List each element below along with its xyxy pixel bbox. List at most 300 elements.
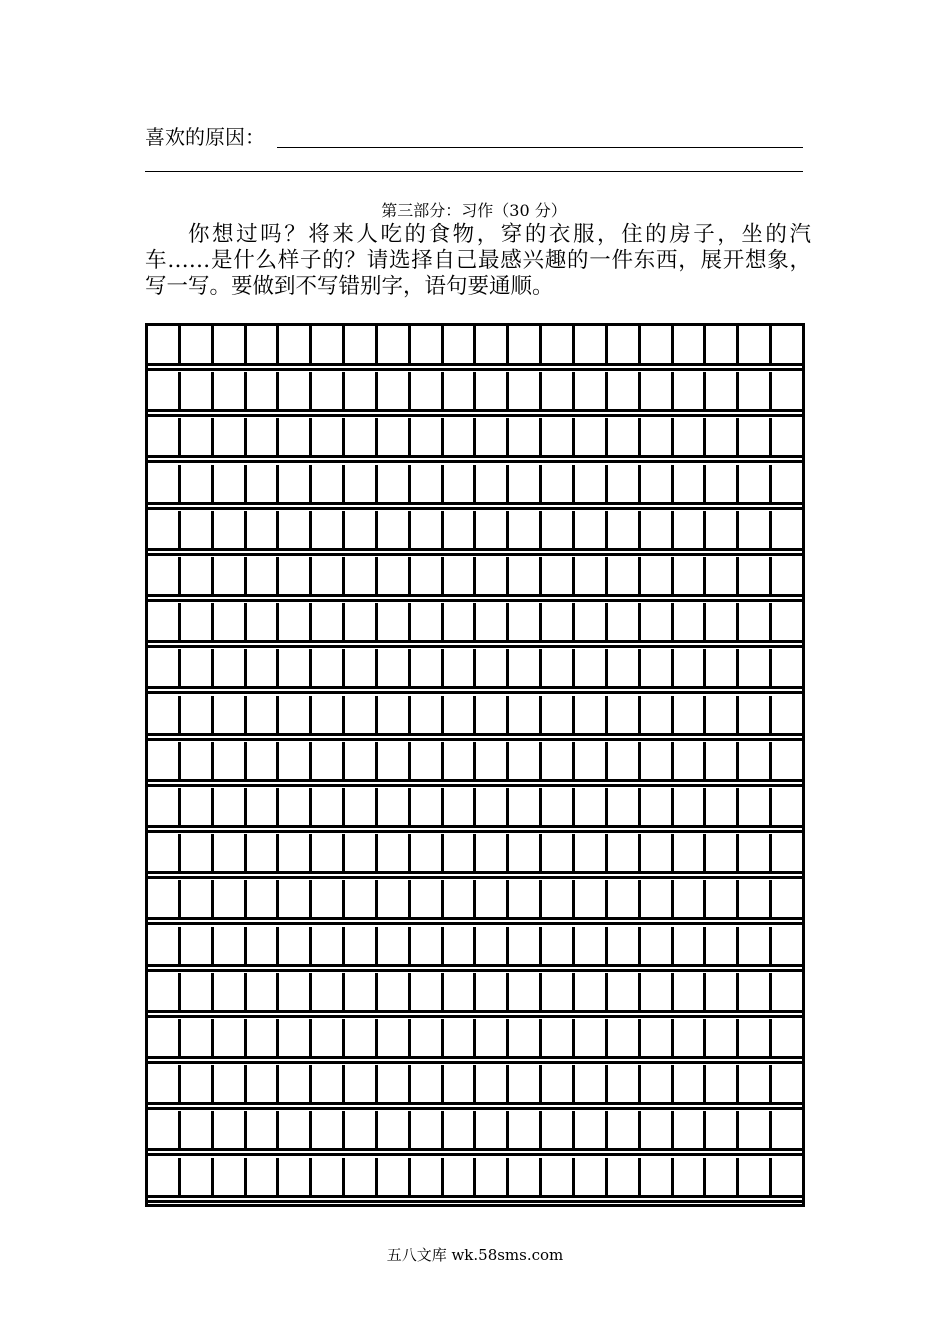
grid-cell[interactable] [148, 742, 181, 779]
grid-cell[interactable] [509, 927, 542, 964]
grid-cell[interactable] [312, 973, 345, 1010]
grid-cell[interactable] [641, 603, 674, 640]
grid-cell[interactable] [411, 834, 444, 871]
grid-cell[interactable] [542, 372, 575, 409]
grid-cell[interactable] [444, 418, 477, 455]
grid-cell[interactable] [706, 696, 739, 733]
grid-cell[interactable] [444, 372, 477, 409]
grid-cell[interactable] [575, 1065, 608, 1102]
grid-cell[interactable] [411, 1019, 444, 1056]
grid-cell[interactable] [378, 834, 411, 871]
grid-cell[interactable] [247, 1111, 280, 1148]
grid-cell[interactable] [378, 1111, 411, 1148]
grid-cell[interactable] [148, 1019, 181, 1056]
grid-cell[interactable] [476, 465, 509, 502]
grid-cell[interactable] [345, 1019, 378, 1056]
grid-cell[interactable] [345, 326, 378, 363]
grid-cell[interactable] [476, 603, 509, 640]
grid-cell[interactable] [674, 880, 707, 917]
grid-cell[interactable] [739, 418, 772, 455]
grid-cell[interactable] [312, 326, 345, 363]
grid-cell[interactable] [214, 1158, 247, 1195]
grid-cell[interactable] [312, 649, 345, 686]
grid-cell[interactable] [772, 511, 802, 548]
grid-cell[interactable] [706, 1111, 739, 1148]
grid-cell[interactable] [214, 465, 247, 502]
grid-cell[interactable] [247, 880, 280, 917]
grid-cell[interactable] [247, 1065, 280, 1102]
grid-cell[interactable] [444, 1158, 477, 1195]
grid-cell[interactable] [608, 418, 641, 455]
grid-cell[interactable] [575, 742, 608, 779]
grid-cell[interactable] [674, 649, 707, 686]
grid-cell[interactable] [214, 788, 247, 825]
grid-cell[interactable] [214, 1111, 247, 1148]
grid-cell[interactable] [345, 372, 378, 409]
grid-cell[interactable] [575, 1019, 608, 1056]
grid-cell[interactable] [674, 465, 707, 502]
grid-cell[interactable] [575, 603, 608, 640]
grid-cell[interactable] [444, 834, 477, 871]
grid-cell[interactable] [312, 696, 345, 733]
grid-cell[interactable] [641, 834, 674, 871]
grid-cell[interactable] [641, 742, 674, 779]
grid-cell[interactable] [345, 649, 378, 686]
grid-cell[interactable] [444, 649, 477, 686]
grid-cell[interactable] [608, 788, 641, 825]
grid-cell[interactable] [378, 649, 411, 686]
grid-cell[interactable] [345, 834, 378, 871]
grid-cell[interactable] [772, 973, 802, 1010]
grid-cell[interactable] [476, 927, 509, 964]
grid-cell[interactable] [411, 557, 444, 594]
grid-cell[interactable] [542, 557, 575, 594]
grid-cell[interactable] [312, 1065, 345, 1102]
grid-cell[interactable] [509, 973, 542, 1010]
grid-cell[interactable] [706, 973, 739, 1010]
grid-cell[interactable] [247, 834, 280, 871]
grid-cell[interactable] [378, 788, 411, 825]
grid-cell[interactable] [509, 1158, 542, 1195]
grid-cell[interactable] [641, 1158, 674, 1195]
grid-cell[interactable] [739, 326, 772, 363]
grid-cell[interactable] [674, 1019, 707, 1056]
grid-cell[interactable] [214, 557, 247, 594]
grid-cell[interactable] [247, 326, 280, 363]
grid-cell[interactable] [509, 788, 542, 825]
grid-cell[interactable] [214, 696, 247, 733]
grid-cell[interactable] [181, 603, 214, 640]
grid-cell[interactable] [575, 465, 608, 502]
grid-cell[interactable] [411, 1111, 444, 1148]
grid-cell[interactable] [674, 603, 707, 640]
grid-cell[interactable] [476, 742, 509, 779]
grid-cell[interactable] [312, 927, 345, 964]
grid-cell[interactable] [542, 1019, 575, 1056]
grid-cell[interactable] [279, 927, 312, 964]
grid-cell[interactable] [706, 834, 739, 871]
grid-cell[interactable] [706, 1019, 739, 1056]
grid-cell[interactable] [476, 649, 509, 686]
answer-line[interactable] [145, 171, 803, 172]
grid-cell[interactable] [575, 927, 608, 964]
grid-cell[interactable] [575, 418, 608, 455]
grid-cell[interactable] [772, 1158, 802, 1195]
grid-cell[interactable] [444, 973, 477, 1010]
grid-cell[interactable] [575, 1158, 608, 1195]
grid-cell[interactable] [214, 418, 247, 455]
grid-cell[interactable] [608, 927, 641, 964]
grid-cell[interactable] [378, 927, 411, 964]
grid-cell[interactable] [476, 973, 509, 1010]
grid-cell[interactable] [706, 880, 739, 917]
grid-cell[interactable] [608, 1065, 641, 1102]
grid-cell[interactable] [444, 880, 477, 917]
grid-cell[interactable] [279, 834, 312, 871]
grid-cell[interactable] [181, 418, 214, 455]
grid-cell[interactable] [575, 834, 608, 871]
grid-cell[interactable] [378, 326, 411, 363]
grid-cell[interactable] [181, 511, 214, 548]
grid-cell[interactable] [345, 927, 378, 964]
grid-cell[interactable] [378, 418, 411, 455]
grid-cell[interactable] [575, 973, 608, 1010]
grid-cell[interactable] [444, 742, 477, 779]
grid-cell[interactable] [509, 557, 542, 594]
grid-cell[interactable] [706, 649, 739, 686]
grid-cell[interactable] [181, 696, 214, 733]
grid-cell[interactable] [444, 1111, 477, 1148]
grid-cell[interactable] [378, 603, 411, 640]
grid-cell[interactable] [148, 927, 181, 964]
grid-cell[interactable] [608, 696, 641, 733]
grid-cell[interactable] [181, 1065, 214, 1102]
grid-cell[interactable] [476, 1111, 509, 1148]
grid-cell[interactable] [214, 326, 247, 363]
grid-cell[interactable] [378, 696, 411, 733]
grid-cell[interactable] [279, 1158, 312, 1195]
grid-cell[interactable] [181, 1019, 214, 1056]
grid-cell[interactable] [476, 326, 509, 363]
grid-cell[interactable] [706, 1158, 739, 1195]
grid-cell[interactable] [411, 788, 444, 825]
grid-cell[interactable] [181, 372, 214, 409]
grid-cell[interactable] [608, 1111, 641, 1148]
grid-cell[interactable] [542, 418, 575, 455]
grid-cell[interactable] [542, 649, 575, 686]
grid-cell[interactable] [641, 465, 674, 502]
grid-cell[interactable] [312, 603, 345, 640]
grid-cell[interactable] [312, 372, 345, 409]
grid-cell[interactable] [411, 326, 444, 363]
grid-cell[interactable] [739, 788, 772, 825]
grid-cell[interactable] [509, 742, 542, 779]
grid-cell[interactable] [214, 834, 247, 871]
grid-cell[interactable] [148, 880, 181, 917]
grid-cell[interactable] [312, 465, 345, 502]
grid-cell[interactable] [674, 788, 707, 825]
grid-cell[interactable] [706, 372, 739, 409]
grid-cell[interactable] [542, 465, 575, 502]
grid-cell[interactable] [247, 1019, 280, 1056]
grid-cell[interactable] [739, 834, 772, 871]
grid-cell[interactable] [181, 927, 214, 964]
grid-cell[interactable] [739, 927, 772, 964]
grid-cell[interactable] [444, 927, 477, 964]
grid-cell[interactable] [509, 372, 542, 409]
grid-cell[interactable] [411, 742, 444, 779]
grid-cell[interactable] [706, 557, 739, 594]
grid-cell[interactable] [674, 326, 707, 363]
grid-cell[interactable] [739, 1065, 772, 1102]
answer-line[interactable] [277, 147, 803, 148]
grid-cell[interactable] [509, 880, 542, 917]
grid-cell[interactable] [772, 834, 802, 871]
grid-cell[interactable] [279, 788, 312, 825]
grid-cell[interactable] [279, 880, 312, 917]
grid-cell[interactable] [411, 1158, 444, 1195]
grid-cell[interactable] [641, 696, 674, 733]
grid-cell[interactable] [444, 788, 477, 825]
grid-cell[interactable] [542, 973, 575, 1010]
grid-cell[interactable] [739, 696, 772, 733]
grid-cell[interactable] [509, 511, 542, 548]
grid-cell[interactable] [608, 880, 641, 917]
grid-cell[interactable] [411, 603, 444, 640]
grid-cell[interactable] [674, 372, 707, 409]
grid-cell[interactable] [674, 418, 707, 455]
grid-cell[interactable] [411, 372, 444, 409]
grid-cell[interactable] [739, 1019, 772, 1056]
grid-cell[interactable] [739, 511, 772, 548]
grid-cell[interactable] [641, 1065, 674, 1102]
grid-cell[interactable] [739, 742, 772, 779]
grid-cell[interactable] [312, 557, 345, 594]
grid-cell[interactable] [181, 1111, 214, 1148]
grid-cell[interactable] [214, 742, 247, 779]
grid-cell[interactable] [608, 649, 641, 686]
grid-cell[interactable] [674, 1158, 707, 1195]
grid-cell[interactable] [345, 742, 378, 779]
grid-cell[interactable] [575, 326, 608, 363]
grid-cell[interactable] [279, 465, 312, 502]
grid-cell[interactable] [247, 1158, 280, 1195]
grid-cell[interactable] [148, 603, 181, 640]
grid-cell[interactable] [181, 742, 214, 779]
grid-cell[interactable] [214, 603, 247, 640]
grid-cell[interactable] [575, 557, 608, 594]
grid-cell[interactable] [542, 1111, 575, 1148]
grid-cell[interactable] [509, 326, 542, 363]
grid-cell[interactable] [279, 742, 312, 779]
grid-cell[interactable] [181, 880, 214, 917]
grid-cell[interactable] [214, 1065, 247, 1102]
grid-cell[interactable] [772, 1065, 802, 1102]
grid-cell[interactable] [378, 742, 411, 779]
grid-cell[interactable] [378, 1158, 411, 1195]
grid-cell[interactable] [181, 465, 214, 502]
grid-cell[interactable] [772, 1019, 802, 1056]
grid-cell[interactable] [247, 418, 280, 455]
grid-cell[interactable] [279, 326, 312, 363]
grid-cell[interactable] [279, 418, 312, 455]
grid-cell[interactable] [608, 372, 641, 409]
grid-cell[interactable] [641, 973, 674, 1010]
grid-cell[interactable] [345, 557, 378, 594]
grid-cell[interactable] [575, 880, 608, 917]
grid-cell[interactable] [772, 418, 802, 455]
grid-cell[interactable] [509, 1111, 542, 1148]
grid-cell[interactable] [706, 927, 739, 964]
grid-cell[interactable] [279, 557, 312, 594]
grid-cell[interactable] [181, 1158, 214, 1195]
grid-cell[interactable] [641, 788, 674, 825]
grid-cell[interactable] [772, 603, 802, 640]
grid-cell[interactable] [247, 557, 280, 594]
grid-cell[interactable] [739, 603, 772, 640]
grid-cell[interactable] [411, 927, 444, 964]
grid-cell[interactable] [772, 880, 802, 917]
grid-cell[interactable] [312, 511, 345, 548]
grid-cell[interactable] [444, 603, 477, 640]
grid-cell[interactable] [148, 788, 181, 825]
grid-cell[interactable] [509, 603, 542, 640]
grid-cell[interactable] [706, 1065, 739, 1102]
grid-cell[interactable] [148, 1158, 181, 1195]
grid-cell[interactable] [509, 1065, 542, 1102]
grid-cell[interactable] [181, 973, 214, 1010]
grid-cell[interactable] [706, 511, 739, 548]
grid-cell[interactable] [608, 834, 641, 871]
grid-cell[interactable] [279, 1065, 312, 1102]
grid-cell[interactable] [279, 1019, 312, 1056]
grid-cell[interactable] [641, 1111, 674, 1148]
grid-cell[interactable] [378, 973, 411, 1010]
grid-cell[interactable] [148, 1065, 181, 1102]
writing-grid[interactable] [145, 323, 805, 1207]
grid-cell[interactable] [542, 696, 575, 733]
grid-cell[interactable] [378, 557, 411, 594]
grid-cell[interactable] [674, 742, 707, 779]
grid-cell[interactable] [378, 1065, 411, 1102]
grid-cell[interactable] [378, 465, 411, 502]
grid-cell[interactable] [772, 649, 802, 686]
grid-cell[interactable] [411, 418, 444, 455]
grid-cell[interactable] [608, 465, 641, 502]
grid-cell[interactable] [411, 649, 444, 686]
grid-cell[interactable] [345, 465, 378, 502]
grid-cell[interactable] [476, 1065, 509, 1102]
grid-cell[interactable] [345, 511, 378, 548]
grid-cell[interactable] [542, 927, 575, 964]
grid-cell[interactable] [279, 649, 312, 686]
grid-cell[interactable] [739, 372, 772, 409]
grid-cell[interactable] [411, 696, 444, 733]
grid-cell[interactable] [542, 742, 575, 779]
grid-cell[interactable] [608, 603, 641, 640]
grid-cell[interactable] [641, 649, 674, 686]
grid-cell[interactable] [279, 511, 312, 548]
grid-cell[interactable] [739, 557, 772, 594]
grid-cell[interactable] [181, 834, 214, 871]
grid-cell[interactable] [247, 696, 280, 733]
grid-cell[interactable] [739, 465, 772, 502]
grid-cell[interactable] [345, 1158, 378, 1195]
grid-cell[interactable] [312, 788, 345, 825]
grid-cell[interactable] [148, 834, 181, 871]
grid-cell[interactable] [674, 696, 707, 733]
grid-cell[interactable] [148, 418, 181, 455]
grid-cell[interactable] [542, 511, 575, 548]
grid-cell[interactable] [772, 788, 802, 825]
grid-cell[interactable] [312, 834, 345, 871]
grid-cell[interactable] [608, 973, 641, 1010]
grid-cell[interactable] [444, 1065, 477, 1102]
grid-cell[interactable] [575, 649, 608, 686]
grid-cell[interactable] [542, 788, 575, 825]
grid-cell[interactable] [476, 696, 509, 733]
grid-cell[interactable] [148, 557, 181, 594]
grid-cell[interactable] [345, 603, 378, 640]
grid-cell[interactable] [378, 372, 411, 409]
grid-cell[interactable] [345, 880, 378, 917]
grid-cell[interactable] [214, 1019, 247, 1056]
grid-cell[interactable] [641, 1019, 674, 1056]
grid-cell[interactable] [575, 696, 608, 733]
grid-cell[interactable] [608, 326, 641, 363]
grid-cell[interactable] [247, 649, 280, 686]
grid-cell[interactable] [378, 1019, 411, 1056]
grid-cell[interactable] [345, 696, 378, 733]
grid-cell[interactable] [706, 603, 739, 640]
grid-cell[interactable] [739, 1158, 772, 1195]
grid-cell[interactable] [345, 418, 378, 455]
grid-cell[interactable] [411, 880, 444, 917]
grid-cell[interactable] [674, 511, 707, 548]
grid-cell[interactable] [739, 649, 772, 686]
grid-cell[interactable] [608, 1019, 641, 1056]
grid-cell[interactable] [542, 1065, 575, 1102]
grid-cell[interactable] [575, 1111, 608, 1148]
grid-cell[interactable] [739, 973, 772, 1010]
grid-cell[interactable] [641, 326, 674, 363]
grid-cell[interactable] [411, 465, 444, 502]
grid-cell[interactable] [247, 927, 280, 964]
grid-cell[interactable] [279, 603, 312, 640]
grid-cell[interactable] [247, 603, 280, 640]
grid-cell[interactable] [214, 880, 247, 917]
grid-cell[interactable] [575, 511, 608, 548]
grid-cell[interactable] [641, 880, 674, 917]
grid-cell[interactable] [509, 834, 542, 871]
grid-cell[interactable] [608, 511, 641, 548]
grid-cell[interactable] [214, 649, 247, 686]
grid-cell[interactable] [444, 557, 477, 594]
grid-cell[interactable] [542, 880, 575, 917]
grid-cell[interactable] [674, 1111, 707, 1148]
grid-cell[interactable] [444, 696, 477, 733]
grid-cell[interactable] [444, 1019, 477, 1056]
grid-cell[interactable] [312, 880, 345, 917]
grid-cell[interactable] [641, 557, 674, 594]
grid-cell[interactable] [247, 788, 280, 825]
grid-cell[interactable] [772, 372, 802, 409]
grid-cell[interactable] [509, 696, 542, 733]
grid-cell[interactable] [148, 649, 181, 686]
grid-cell[interactable] [345, 1111, 378, 1148]
grid-cell[interactable] [476, 511, 509, 548]
grid-cell[interactable] [312, 1111, 345, 1148]
